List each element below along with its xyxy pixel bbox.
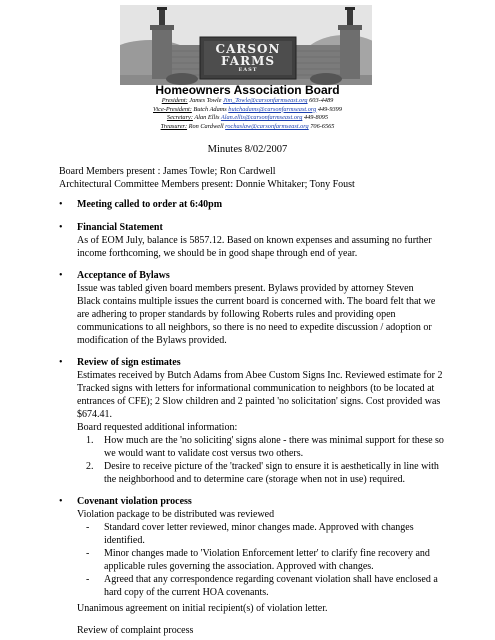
officer-role: President: <box>161 97 188 104</box>
dash-marker: - <box>86 522 90 533</box>
bylaws-line: Black contains multiple issues the current board is concerned with. The board felt that we <box>77 296 436 307</box>
covenant-item-line: hard copy of the current HOA covenants. <box>104 587 269 598</box>
covenant-item-line: Minor changes made to 'Violation Enforcement letter' to clarify fine recovery and <box>104 548 430 559</box>
logo-line-farms: FARMS <box>220 54 276 68</box>
bylaws-line: communications to all neighbors, so there is no need to expedite discussion / adoption or <box>77 322 432 333</box>
bullet-marker: • <box>59 222 63 233</box>
section-heading-covenant: Covenant violation process <box>77 496 192 507</box>
signs-item-line: we would want to validate cost versus two others. <box>104 448 304 459</box>
logo-line-east: EAST <box>238 67 258 73</box>
officer-role: Vice-President: <box>153 105 192 113</box>
officer-phone: 449-9399 <box>317 105 342 113</box>
list-number: 1. <box>86 435 94 446</box>
officer-email-link[interactable]: Alan.ellis@carsonfarmseast.org <box>220 114 303 122</box>
officer-email-link[interactable]: butchadams@carsonfarmseast.org <box>228 105 317 113</box>
covenant-item-line: applicable rules governing the association. Approved with changes. <box>104 561 374 572</box>
officer-vice-president <box>0 106 495 115</box>
signs-line: Board requested additional information: <box>77 422 238 433</box>
signs-line: Tracked signs with letters for informational communication to neighbors (to be located at <box>77 383 435 394</box>
signs-line: entrances of CFE); 2 Slow children and 2 painted 'no solicitation' signs. Cost provided was <box>77 396 441 407</box>
covenant-item-line: Agreed that any correspondence regarding covenant violation shall have enclosed a <box>104 574 438 585</box>
list-number: 2. <box>86 461 94 472</box>
financial-line: As of EOM July, balance is 5857.12. Based on known expenses and assuming no further <box>77 235 432 246</box>
officer-name: Butch Adams <box>193 105 227 113</box>
officer-president <box>0 97 495 106</box>
complaint-process-heading: Review of complaint process <box>77 625 194 636</box>
officer-phone: 706-6565 <box>310 123 335 131</box>
officer-name: James Towle <box>189 97 222 104</box>
covenant-item-line: Standard cover letter reviewed, minor changes made. Approved with changes <box>104 522 414 533</box>
signs-line: $674.41. <box>77 409 112 420</box>
officer-phone: 449-8095 <box>303 114 329 122</box>
bullet-marker: • <box>59 199 63 210</box>
board-attendance: Board Members present : James Towle; Ron Cardwell <box>59 166 276 177</box>
officer-role: Treasurer: <box>160 123 188 131</box>
officer-list <box>0 97 495 132</box>
committee-attendance: Architectural Committee Members present: Donnie Whitaker; Tony Foust <box>59 179 355 190</box>
bylaws-line: modification of the Bylaws provided. <box>77 335 227 346</box>
dash-marker: - <box>86 574 90 585</box>
section-heading-call-to-order: Meeting called to order at 6:40pm <box>77 199 223 210</box>
bylaws-line: are adhering to proper standards by following Roberts rules and providing open <box>77 309 396 320</box>
signs-item-line: the neighborhood and to determine care (storage when not in use) required. <box>104 474 406 485</box>
officer-name: Ron Cardwell <box>188 123 224 131</box>
section-heading-bylaws: Acceptance of Bylaws <box>77 270 170 281</box>
minutes-date-title: Minutes 8/02/2007 <box>207 144 288 155</box>
covenant-intro: Violation package to be distributed was reviewed <box>77 509 275 520</box>
financial-line: income forthcoming, we should be in good shape through end of year. <box>77 248 358 259</box>
bullet-marker: • <box>59 357 63 368</box>
officer-role: Secretary: <box>166 114 193 122</box>
signs-item-line: Desire to receive picture of the 'tracked' sign to ensure it is aesthetically in line with <box>104 461 439 472</box>
dash-marker: - <box>86 548 90 559</box>
officer-email-link[interactable]: rochaslaw@carsonfarmseast.org <box>225 123 309 131</box>
officer-phone: 603-4489 <box>309 97 334 104</box>
bylaws-line: Issue was tabled given board members present. Bylaws provided by attorney Steven <box>77 283 414 294</box>
bullet-marker: • <box>59 496 63 507</box>
signs-item-line: How much are the 'no soliciting' signs alone - there was minimal support for these so <box>104 435 444 446</box>
signs-line: Estimates received by Butch Adams from Abee Custom Signs Inc. Reviewed estimate for 2 <box>77 370 443 381</box>
association-title: Homeowners Association Board <box>155 83 340 97</box>
covenant-agreement: Unanimous agreement on initial recipient(s) of violation letter. <box>77 603 328 614</box>
officer-treasurer <box>0 123 495 132</box>
header-logo-photo <box>120 5 372 85</box>
section-heading-signs: Review of sign estimates <box>77 357 181 368</box>
officer-secretary <box>0 114 495 123</box>
logo-line-carson: CARSON <box>215 42 281 56</box>
officer-name: Alan Ellis <box>194 114 220 122</box>
covenant-item-line: identified. <box>104 535 145 546</box>
officer-email-link[interactable]: Jim_Towle@carsonfarmseast.org <box>223 97 308 104</box>
section-heading-financial: Financial Statement <box>77 222 163 233</box>
bullet-marker: • <box>59 270 63 281</box>
